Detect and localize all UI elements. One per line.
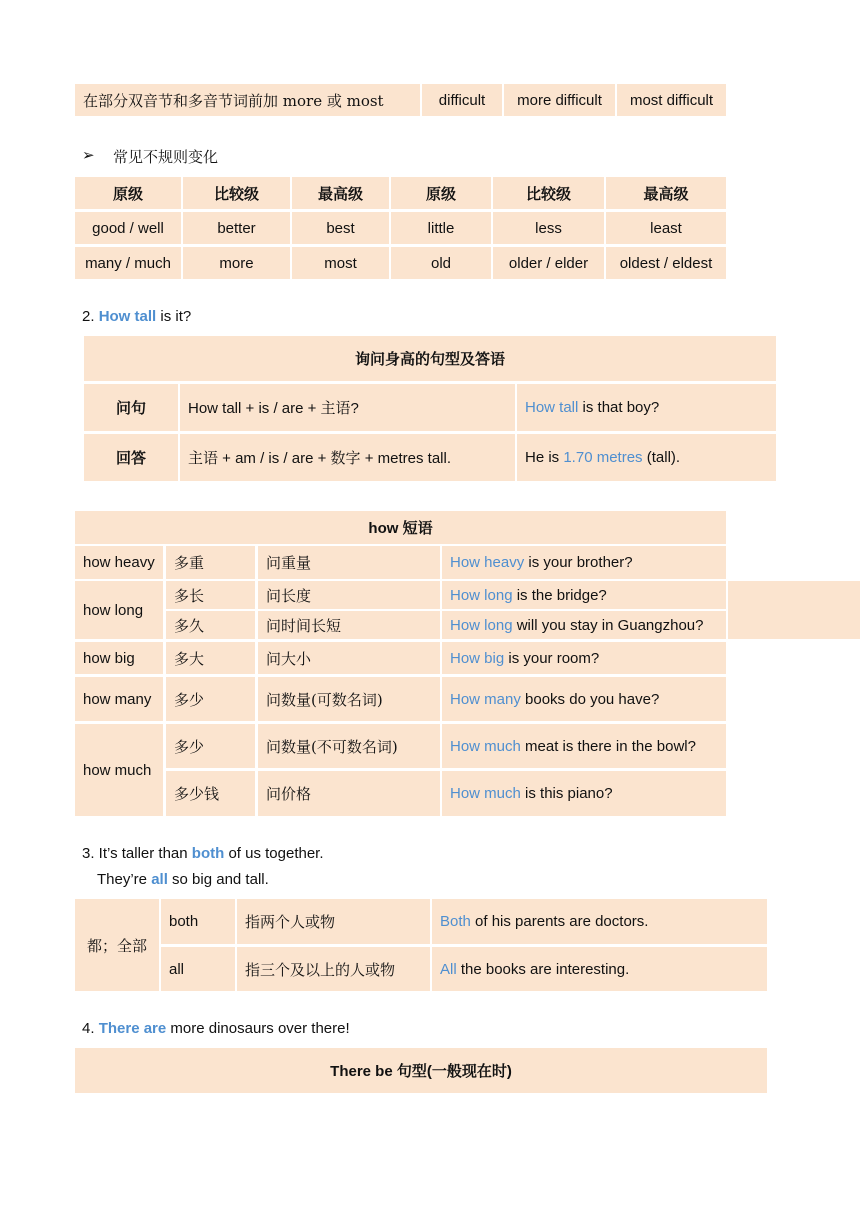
meaning-cell: 多大 [166, 642, 255, 674]
irregular-heading: 常见不规则变化 [113, 149, 219, 166]
table-cell: least [606, 212, 726, 244]
table-cell: good / well [75, 212, 181, 244]
meaning-cell: 多长 [166, 581, 255, 609]
meaning-cell: 多少 [166, 724, 255, 768]
bullet-icon: ➢ [82, 147, 95, 164]
meaning-cell: 多少 [166, 677, 255, 721]
usage-cell: 问数量(可数名词) [258, 677, 440, 721]
question-label: 问句 [84, 384, 178, 431]
answer-pattern: 主语 + am / is / are + 数字 + metres tall. [180, 434, 515, 481]
rule-cell: 在部分双音节和多音节词前加 more 或 most [75, 84, 420, 116]
table-cell: oldest / eldest [606, 247, 726, 279]
usage-cell: 问大小 [258, 642, 440, 674]
header-positive: 原级 [75, 177, 181, 209]
table-title: 询问身高的句型及答语 [84, 336, 776, 381]
table-cell: many / much [75, 247, 181, 279]
table-cell: most [292, 247, 389, 279]
example-cell: How long is the bridge? [442, 581, 726, 609]
header-comparative: 比较级 [183, 177, 290, 209]
phrase-cell: how long [75, 581, 163, 639]
usage-cell: 问时间长短 [258, 611, 440, 639]
table-cell: little [391, 212, 491, 244]
usage-cell: 指两个人或物 [237, 899, 430, 944]
meaning-cell: 多重 [166, 546, 255, 579]
usage-cell: 指三个及以上的人或物 [237, 947, 430, 991]
example-cell: How many books do you have? [442, 677, 726, 721]
table-cell: older / elder [493, 247, 604, 279]
table-cell: less [493, 212, 604, 244]
superlative-cell: most difficult [617, 84, 726, 116]
header-comparative-2: 比较级 [493, 177, 604, 209]
example-cell: How much meat is there in the bowl? [442, 724, 726, 768]
table-cell: old [391, 247, 491, 279]
question-example: How tall is that boy? [517, 384, 776, 431]
usage-cell: 问长度 [258, 581, 440, 609]
section-4-heading: 4. There are more dinosaurs over there! [82, 1020, 350, 1037]
phrase-cell: how big [75, 642, 163, 674]
there-be-table-title: There be 句型(一般现在时) [75, 1048, 767, 1093]
phrase-cell: how much [75, 724, 163, 816]
section-3-line-2: They’re all so big and tall. [97, 871, 269, 888]
answer-label: 回答 [84, 434, 178, 481]
example-cell: How long will you stay in Guangzhou? [442, 611, 726, 639]
example-cell: Both of his parents are doctors. [432, 899, 767, 944]
usage-cell: 问价格 [258, 771, 440, 816]
label-cell: 都；全部 [75, 899, 159, 991]
table-title: how 短语 [75, 511, 726, 544]
usage-cell: 问重量 [258, 546, 440, 579]
section-2-heading: 2. How tall is it? [82, 308, 192, 325]
extra-cell [728, 581, 860, 639]
comparative-cell: more difficult [504, 84, 615, 116]
section-3-line-1: 3. It’s taller than both of us together. [82, 845, 324, 862]
word-cell: all [161, 947, 235, 991]
table-cell: better [183, 212, 290, 244]
example-cell: All the books are interesting. [432, 947, 767, 991]
header-superlative-2: 最高级 [606, 177, 726, 209]
word-cell: both [161, 899, 235, 944]
meaning-cell: 多少钱 [166, 771, 255, 816]
table-cell: more [183, 247, 290, 279]
question-pattern: How tall + is / are + 主语? [180, 384, 515, 431]
example-cell: How much is this piano? [442, 771, 726, 816]
table-cell: best [292, 212, 389, 244]
positive-cell: difficult [422, 84, 502, 116]
header-superlative: 最高级 [292, 177, 389, 209]
example-cell: How heavy is your brother? [442, 546, 726, 579]
meaning-cell: 多久 [166, 611, 255, 639]
phrase-cell: how heavy [75, 546, 163, 579]
phrase-cell: how many [75, 677, 163, 721]
header-positive-2: 原级 [391, 177, 491, 209]
answer-example: He is 1.70 metres (tall). [517, 434, 776, 481]
usage-cell: 问数量(不可数名词) [258, 724, 440, 768]
example-cell: How big is your room? [442, 642, 726, 674]
